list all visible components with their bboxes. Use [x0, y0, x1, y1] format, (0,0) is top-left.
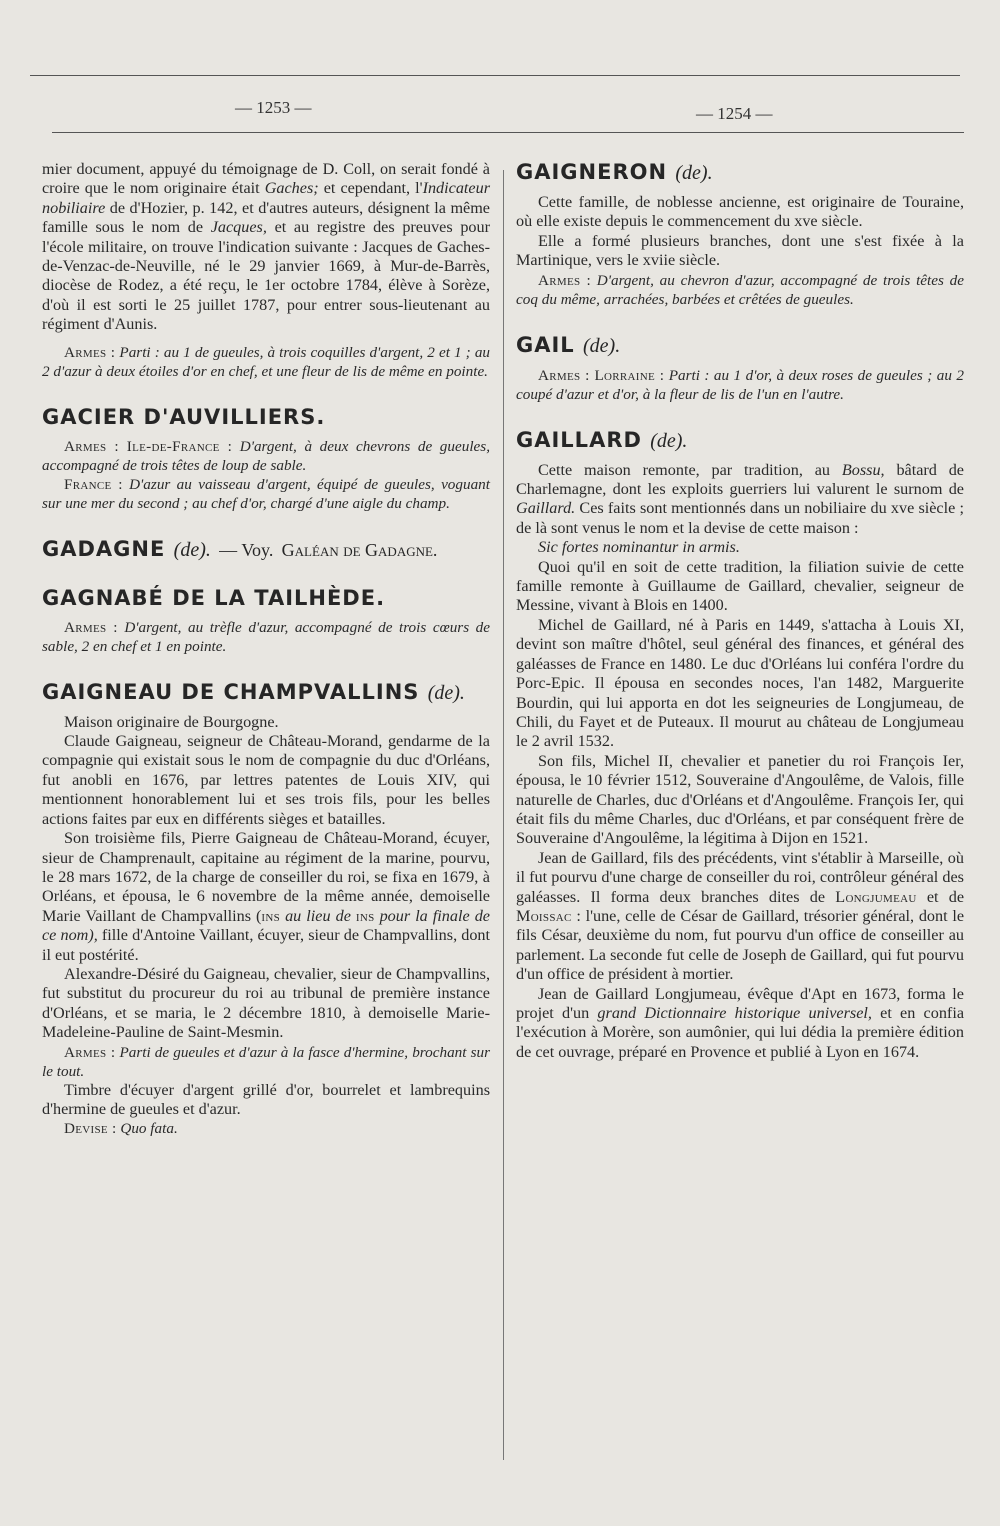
top-rule — [30, 75, 960, 76]
entry-heading-gaigneron: GAIGNERON (de). — [516, 160, 713, 184]
gail-arms: Armes : Lorraine : Parti : au 1 d'or, à deux roses de gueules ; au 2 coupé d'azur et d'or, à la fleur de lis de l'un en l'autre. — [516, 366, 964, 403]
gaillard-paragraph-michel: Michel de Gaillard, né à Paris en 1449, s'attacha à Louis XI, devint son maître d'hôtel, seul général des finances, et général des galéasses de France en 1480. Le duc d'Orléans lui conféra l'ordre du Porc-Epic. Il épousa en secondes noces, l'an 1482, Marguerite Bourdin, qui lui apporta en dot les seigneuries de Longjumeau, de Chili, du Fayet et de Puteaux. Il mourut au château de Longjumeau le 2 avril 1532. — [516, 615, 964, 751]
gagnabe-arms: Armes : D'argent, au trèfle d'azur, accompagné de trois cœurs de sable, 2 en chef et 1 en pointe. — [42, 618, 490, 655]
gaillard-paragraph-jean: Jean de Gaillard, fils des précédents, vint s'établir à Marseille, où il fut pourvu d'une charge de conseiller du roi, contrôleur général des galéasses. Il forma deux branches dites de Longjumeau et de Moissac : l'une, celle de César de Gaillard, trésorier général, dont le fils César, deuxième du nom, fut pourvu d'un office de conseiller au parlement. La seconde fut celle de Joseph de Gaillard, qui fut pourvu d'un office de président à mortier. — [516, 848, 965, 984]
entry-heading-gaillard: GAILLARD (de). — [516, 427, 688, 452]
entry-heading-gaigneau: GAIGNEAU DE CHAMPVALLINS (de). — [42, 679, 465, 704]
gaigneron-origin: Cette famille, de noblesse ancienne, est originaire de Touraine, où elle existe depuis le commencement du xve siècle. — [516, 193, 964, 231]
gaigneau-timbre: Timbre d'écuyer d'argent grillé d'or, bourrelet et lambrequins d'hermine de gueules et d'azur. — [42, 1080, 490, 1118]
gaigneau-arms: Armes : Parti de gueules et d'azur à la fasce d'hermine, brochant sur le tout. — [42, 1043, 491, 1080]
gaigneau-paragraph-alexandre: Alexandre-Désiré du Gaigneau, chevalier, sieur de Champvallins, fut substitut du procureur du roi au tribunal de première instance d'Orléans, et se maria, le 2 décembre 1810, à demoiselle Marie-Madeleine-Pauline de Saint-Mesmin. — [42, 964, 490, 1042]
gaigneau-origin: Maison originaire de Bourgogne. — [64, 712, 279, 731]
gaigneau-paragraph-claude: Claude Gaigneau, seigneur de Château-Morand, gendarme de la compagnie qui existait sous le nom de compagnie du duc d'Orléans, fut anobli en 1676, par lettres patentes de Louis XIV, qui mentionnent honorablement lui et ses trois fils, pour les belles actions faites par eux en différents sièges et batailles. — [42, 732, 490, 828]
left-column — [42, 160, 490, 1138]
gaigneau-paragraph-pierre: Son troisième fils, Pierre Gaigneau de Château-Morand, écuyer, sieur de Champrenault, capitaine au régiment de la marine, pourvu, le 28 mars 1672, de la charge de conseiller du roi, se fixa en 1679, à Orléans, et épousa, le 6 novembre de la même année, demoiselle Marie Vaillant de Champvallins (ins au lieu de ins pour la finale de ce nom), fille d'Antoine Vaillant, écuyer, sieur de Champvallins, dont il eut postérité. — [42, 829, 491, 964]
gaigneron-branches: Elle a formé plusieurs branches, dont une s'est fixée à la Martinique, vers le xviie siècle. — [516, 231, 964, 270]
left-page-number: — 1253 — — [235, 98, 312, 117]
gaches-continuation: mier document, appuyé du témoignage de D. Coll, on serait fondé à croire que le nom originaire était Gaches; et cependant, l'Indicateur nobiliaire de d'Hozier, p. 142, et d'autres auteurs, désignent la même famille sous le nom de Jacques, et au registre des preuves pour l'école militaire, on trouve l'indication suivante : Jacques de Gaches-de-Venzac-de-Neuville, né le 29 janvier 1669, à Mur-de-Barrès, diocèse de Rodez, a été reçu, le 1er octobre 1784, élève à Sorèze, d'où il est sorti le 25 juillet 1787, pour entrer sous-lieutenant au régiment d'Aunis. — [42, 160, 491, 334]
gaches-arms: Armes : Parti : au 1 de gueules, à trois coquilles d'argent, 2 et 1 ; au 2 d'azur à deux étoiles d'or en chef, et une fleur de lis de même en pointe. — [42, 343, 491, 380]
entry-heading-gagnabe: GAGNABÉ DE LA TAILHÈDE. — [42, 585, 386, 610]
gaillard-filiation: Quoi qu'il en soit de cette tradition, la filiation suivie de cette famille remonte à Guillaume de Gaillard, chevalier, seigneur de Messine, vivant à Blois en 1400. — [516, 557, 964, 615]
right-page-number: — 1254 — — [696, 104, 773, 123]
gacier-arms: Armes : Ile-de-France : D'argent, à deux chevrons de gueules, accompagné de trois têtes de loup de sable. — [42, 437, 490, 474]
entry-heading-gail: GAIL (de). — [516, 332, 621, 357]
entry-heading-gadagne: GADAGNE (de). — Voy. Galéan de Gadagne. — [42, 536, 438, 561]
gaillard-paragraph-michel-ii: Son fils, Michel II, chevalier et panetier du roi François Ier, épousa, le 10 février 1512, Souveraine d'Angoulême, de Valois, fille naturelle de Charles, duc d'Orléans et d'Angoulême. François Ier, qui était fils du même Charles, duc d'Orléans, et par conséquent frère de Souveraine d'Angoulême, la légitima à Dijon en 1521. — [516, 751, 964, 848]
entry-heading-gacier: GACIER D'AUVILLIERS. — [42, 404, 326, 429]
gaigneron-arms: Armes : D'argent, au chevron d'azur, accompagné de trois têtes de coq du même, arrachées, barbées et crêtées de gueules. — [516, 271, 965, 308]
gaillard-tradition: Cette maison remonte, par tradition, au Bossu, bâtard de Charlemagne, dont les exploits guerriers lui valurent le surnom de Gaillard. Ces faits sont mentionnés dans un nobiliaire du xve siècle ; de là sont venus le nom et la devise de cette maison : — [516, 460, 965, 537]
gaillard-motto: Sic fortes nominantur in armis. — [538, 538, 740, 557]
right-column — [516, 160, 964, 1062]
gacier-france-arms: France : D'azur au vaisseau d'argent, équipé de gueules, voguant sur une mer du second ; au chef d'or, chargé d'une aigle du champ. — [42, 475, 491, 512]
gaigneau-devise: Devise : Quo fata. — [64, 1120, 178, 1138]
gaillard-paragraph-bishop: Jean de Gaillard Longjumeau, évêque d'Apt en 1673, forma le projet d'un grand Dictionnaire historique universel, et en confia l'exécution à Morère, son aumônier, qui lui dédia la première édition de cet ouvrage, préparé en Provence et publié à Lyon en 1674. — [516, 984, 965, 1061]
header-rule — [52, 132, 964, 133]
column-divider — [503, 170, 504, 1460]
